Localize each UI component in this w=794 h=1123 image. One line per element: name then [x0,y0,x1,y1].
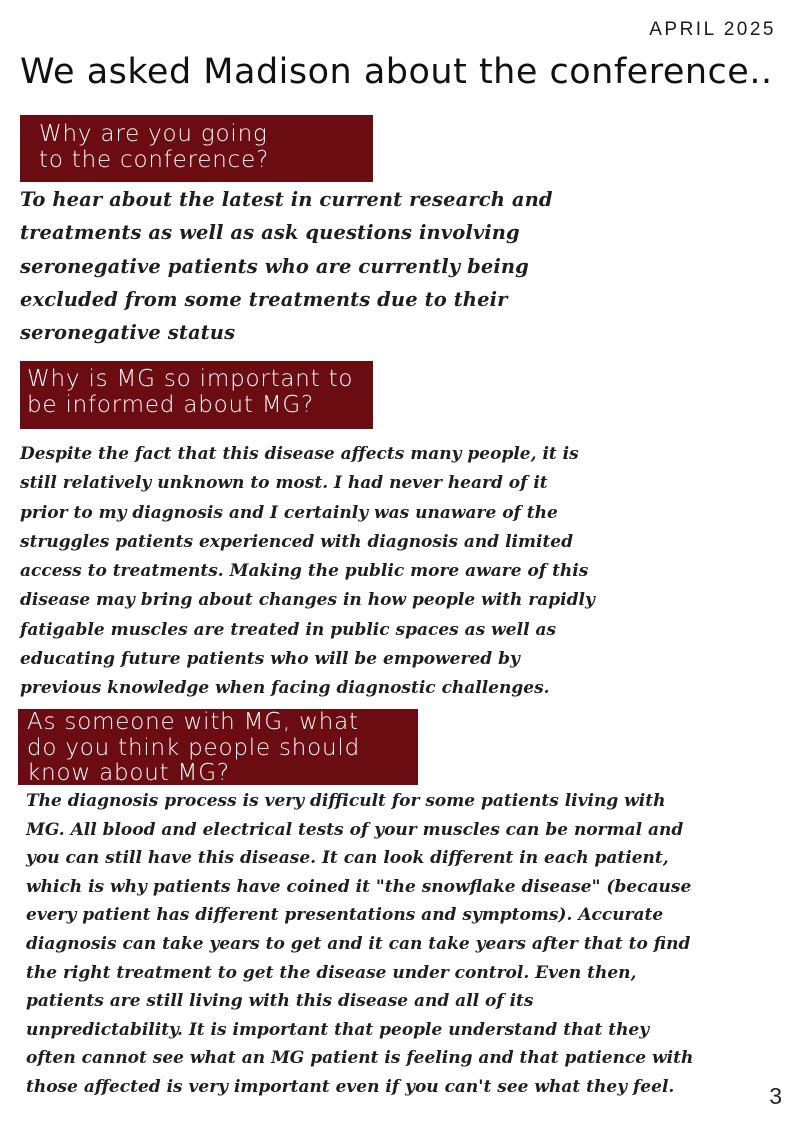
question-1-box: Why are you going to the conference? [20,115,373,182]
answer-2-text: Despite the fact that this disease affects many people, it is still relatively unknown to most. I had never heard of it prior to my diagnosis and I certainly was unaware of the struggles patients experienced with diagnosis and limited access to treatments. Making the public more aware of this disease may bring about changes in how people with rapidly fatigable muscles are treated in public spaces as well as educating future patients who will be empowered by previous knowledge when facing diagnostic challenges. [20,444,595,699]
answer-1-text: To hear about the latest in current research and treatments as well as ask questions involving seronegative patients who are currently being excluded from some treatments due to their seronegative status [20,188,553,345]
page-title: We asked Madison about the conference.. [20,52,773,92]
question-2-box: Why is MG so important to be informed about MG? [20,361,373,429]
issue-date: APRIL 2025 [649,19,776,40]
page-number: 3 [769,1083,782,1109]
question-3-box: As someone with MG, what do you think people should know about MG? [18,709,418,785]
answer-3-text: The diagnosis process is very difficult for some patients living with MG. All blood and electrical tests of your muscles can be normal and you can still have this disease. It can look different in each patient, which is why patients have coined it "the snowflake disease" (because every patient has different presentations and symptoms). Accurate diagnosis can take years to get and it can take years after that to find the right treatment to get the disease under control. Even then, patients are still living with this disease and all of its unpredictability. It is important that people understand that they often cannot see what an MG patient is feeling and that patience with those affected is very important even if you can't see what they feel. [26,791,694,1097]
